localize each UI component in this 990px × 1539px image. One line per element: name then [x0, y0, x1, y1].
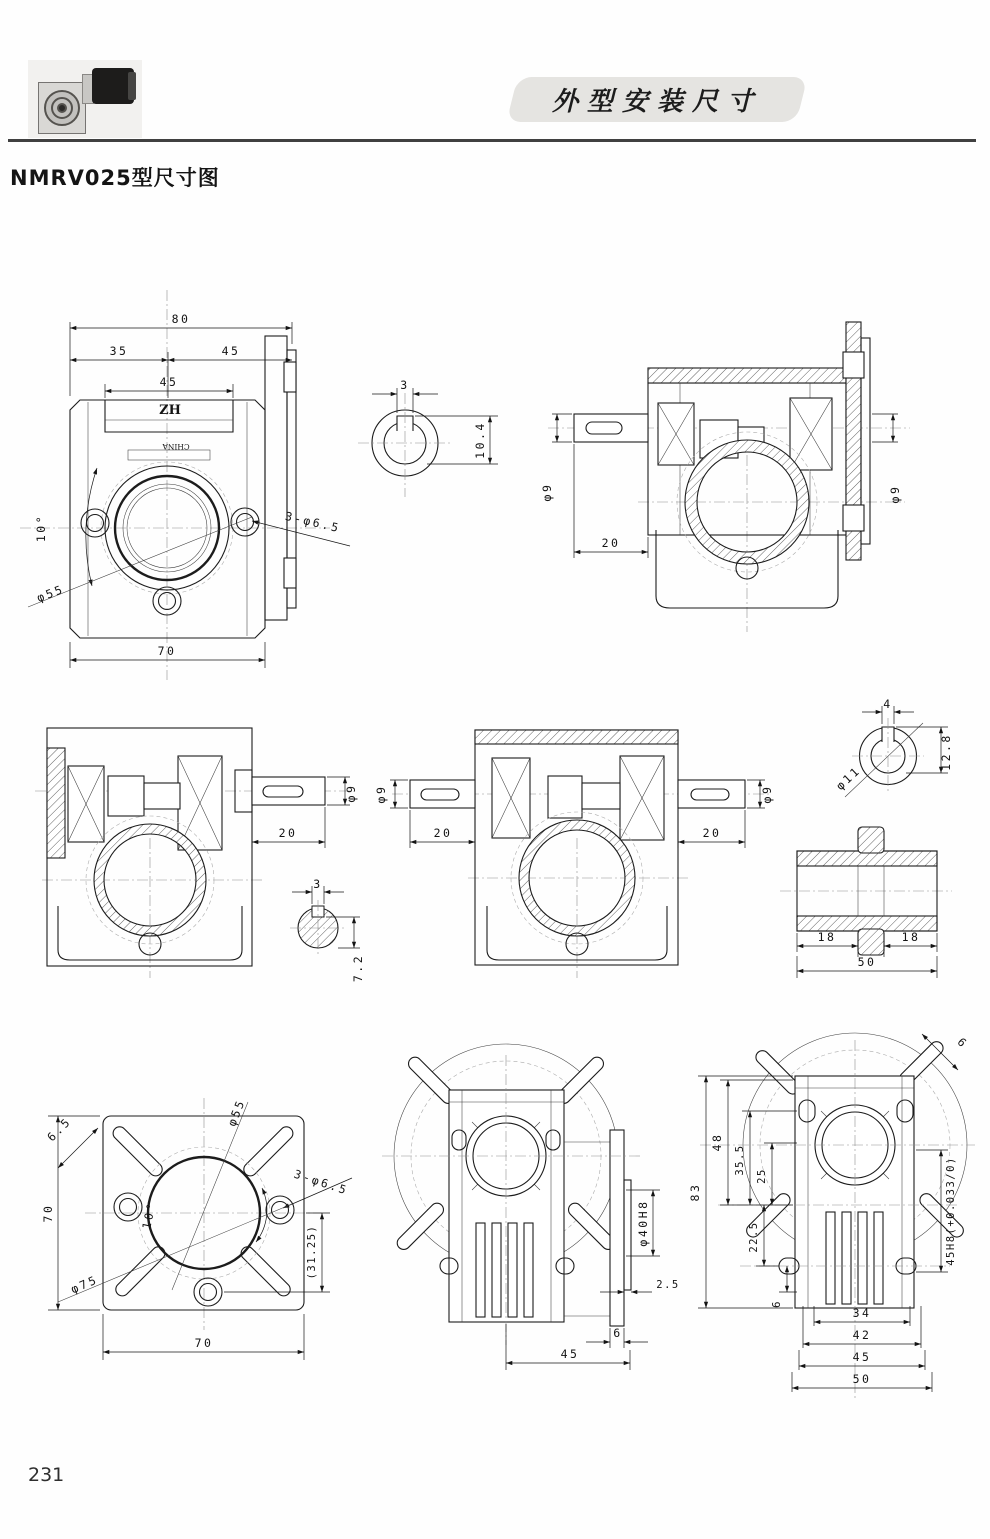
dim-label: 80 — [171, 312, 191, 326]
dim-label: φ9 — [760, 784, 774, 804]
dim-label: 6 — [771, 1300, 783, 1308]
dim-label: 70 — [194, 1336, 214, 1350]
bore-key-section-view — [833, 697, 953, 797]
dim-label: 45 — [852, 1350, 872, 1364]
dim-label: φ11 — [833, 763, 864, 793]
dim-label: 3-φ6.5 — [283, 508, 343, 536]
profile-view — [688, 1033, 975, 1400]
dim-label: 70 — [41, 1203, 55, 1223]
dim-label: 6.5 — [44, 1114, 75, 1145]
dim-label: 45H8(+0.033/0) — [945, 1156, 957, 1266]
dim-label: φ9 — [374, 784, 388, 804]
worm-key-section-view — [290, 877, 365, 982]
country-label: CHINA — [162, 442, 190, 451]
rear-face-view — [41, 1097, 352, 1360]
dim-label: 83 — [688, 1182, 702, 1202]
dim-label: 18 — [901, 930, 921, 944]
page-title: NMRV025型尺寸图 — [10, 166, 220, 190]
dim-label: 18 — [817, 930, 837, 944]
dim-label: 34 — [852, 1306, 872, 1320]
dim-label: 6 — [613, 1326, 623, 1340]
dim-label: φ55 — [224, 1096, 249, 1129]
dim-label: 10° — [139, 1199, 159, 1231]
dim-label: 10.4 — [473, 421, 487, 459]
dim-label: φ55 — [34, 581, 67, 605]
brand-label: ZH — [159, 403, 181, 418]
dim-label: 3-φ6.5 — [292, 1166, 351, 1198]
dim-label: 3 — [313, 877, 323, 891]
side-section-view — [540, 322, 910, 632]
dim-label: 45 — [221, 344, 241, 358]
dim-label: 12.8 — [939, 733, 953, 771]
dim-label: 3 — [400, 378, 410, 392]
dim-label: 48 — [710, 1132, 724, 1152]
dim-label: 20 — [702, 826, 722, 840]
dim-label: 7.2 — [351, 953, 365, 983]
dim-label: 20 — [601, 536, 621, 550]
dim-label: 2.5 — [656, 1279, 680, 1291]
dim-label: 6 — [954, 1034, 972, 1052]
dim-label: 4 — [883, 697, 893, 711]
dim-label: 20 — [278, 826, 298, 840]
input-key-section-view — [358, 378, 498, 497]
front-view — [20, 290, 350, 680]
dim-label: 42 — [852, 1328, 872, 1342]
dim-label: 35 — [109, 344, 129, 358]
dim-label: 70 — [157, 644, 177, 658]
dim-label: 22.5 — [748, 1221, 760, 1253]
dim-label: 20 — [433, 826, 453, 840]
dim-label: 35.5 — [734, 1144, 746, 1176]
dim-label: φ40H8 — [636, 1199, 650, 1247]
flange-side-view — [382, 1044, 680, 1370]
double-shaft-section-view — [374, 730, 774, 978]
hollow-shaft-view — [780, 827, 952, 978]
dim-label: φ9 — [540, 482, 554, 502]
dim-label: 45 — [560, 1347, 580, 1361]
section-banner-label: 外型安装尺寸 — [551, 87, 762, 117]
dim-label: 45 — [159, 375, 179, 389]
dim-label: φ75 — [68, 1272, 101, 1297]
dim-label: (31.25) — [306, 1224, 318, 1280]
dim-label: 50 — [852, 1372, 872, 1386]
page-number: 231 — [28, 1464, 65, 1486]
dim-label: 50 — [857, 955, 877, 969]
dim-label: 25 — [756, 1168, 768, 1184]
dim-label: φ9 — [888, 484, 902, 504]
dim-label: 10° — [34, 513, 48, 543]
dim-label: φ9 — [344, 783, 358, 803]
